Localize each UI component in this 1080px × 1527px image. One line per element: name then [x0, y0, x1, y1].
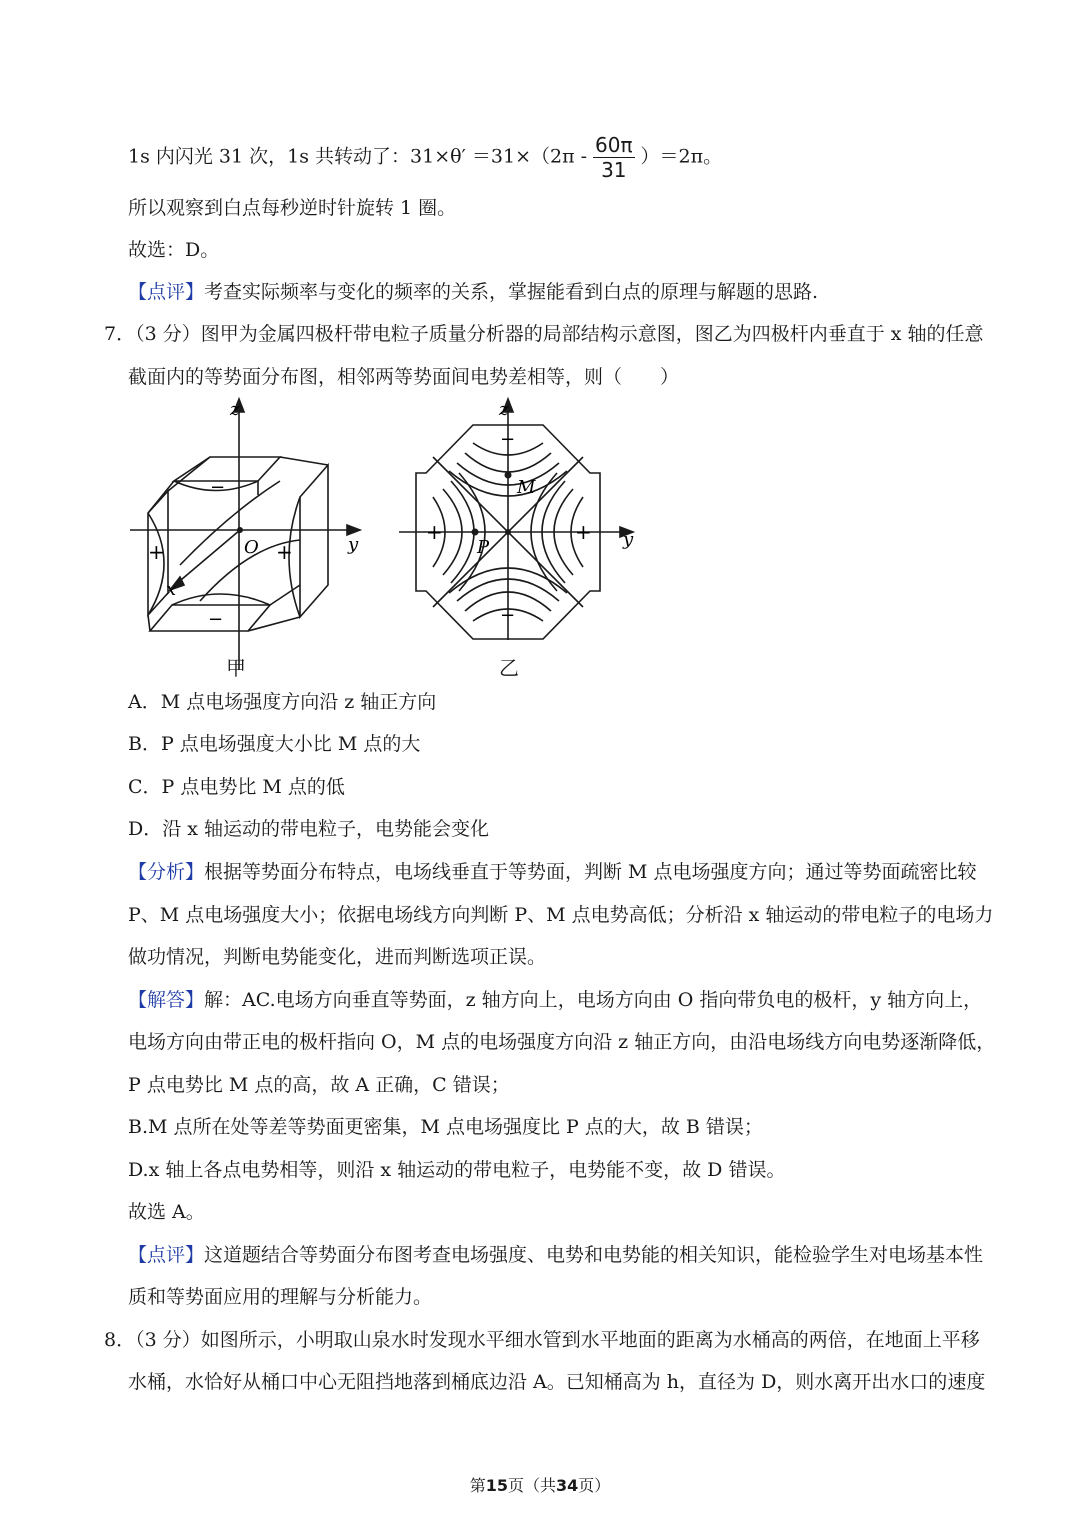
- page-footer: [0, 1473, 1080, 1496]
- point-label-m: M: [517, 477, 536, 498]
- figure-jia: [120, 395, 370, 685]
- comment-tag: 【点评】: [128, 1244, 205, 1266]
- text-segment: ）＝2π。: [640, 145, 723, 168]
- solution-line-1: [128, 988, 982, 1012]
- axis-label-x: x: [166, 579, 177, 600]
- axis-label-y: y: [623, 529, 634, 550]
- question-7-line-2: 截面内的等势面分布图，相邻两等势面间电势差相等，则（ ）: [128, 366, 680, 388]
- axis-label-z: z: [230, 399, 240, 420]
- figure-yi-caption: 乙: [499, 656, 519, 680]
- axis-label-z: z: [499, 399, 509, 420]
- question-7-line-1: 7．（3 分）图甲为金属四极杆带电粒子质量分析器的局部结构示意图，图乙为四极杆内垂直于 x 轴的任意: [104, 323, 984, 345]
- fraction: [593, 134, 635, 181]
- minus-sign: −: [210, 477, 226, 498]
- fraction-numerator: 60π: [595, 133, 633, 157]
- solution-text: 解：AC.电场方向垂直等势面，z 轴方向上，电场方向由 O 指向带负电的极杆，y 轴方向上，: [204, 989, 983, 1011]
- solution-tag: 【解答】: [128, 989, 205, 1011]
- analysis-line-1: [128, 860, 977, 884]
- solution-line-4: B.M 点所在处等差等势面更密集，M 点电场强度比 P 点的大，故 B 错误；: [128, 1116, 763, 1138]
- comment-tag: 【点评】: [128, 281, 205, 303]
- analysis-text: 根据等势面分布特点，电场线垂直于等势面，判断 M 点电场强度方向；通过等势面疏密比较: [204, 861, 977, 883]
- origin-label: O: [244, 537, 259, 558]
- comment-line-1: [128, 1243, 983, 1267]
- minus-sign: −: [500, 429, 516, 450]
- footer-text: 第: [469, 1476, 486, 1495]
- plus-sign: +: [426, 520, 443, 544]
- text-line-3: 故选：D。: [128, 239, 220, 261]
- plus-sign: +: [276, 540, 293, 564]
- question-8-line-2: 水桶，水恰好从桶口中心无阻挡地落到桶底边沿 A。已知桶高为 h，直径为 D，则水离开出水口的速度: [128, 1371, 986, 1393]
- plus-sign: +: [148, 540, 165, 564]
- analysis-line-3: 做功情况，判断电势能变化，进而判断选项正误。: [128, 946, 547, 968]
- footer-text: 页（共: [507, 1476, 556, 1495]
- text-segment: 1s 内闪光 31 次，1s 共转动了：31×θ′ ＝31×（2π -: [128, 145, 588, 168]
- option-a: A．M 点电场强度方向沿 z 轴正方向: [128, 691, 437, 713]
- solution-line-2: 电场方向由带正电的极杆指向 O，M 点的电场强度方向沿 z 轴正方向，由沿电场线方向电势逐渐降低，: [128, 1031, 996, 1053]
- footer-text: 页）: [578, 1476, 611, 1495]
- total-pages: 34: [556, 1476, 579, 1495]
- page-number: 15: [485, 1476, 508, 1495]
- option-d: D．沿 x 轴运动的带电粒子，电势能会变化: [128, 818, 490, 840]
- solution-line-5: D.x 轴上各点电势相等，则沿 x 轴运动的带电粒子，电势能不变，故 D 错误。: [128, 1159, 786, 1181]
- comment-text: 考查实际频率与变化的频率的关系，掌握能看到白点的原理与解题的思路.: [204, 281, 819, 303]
- analysis-line-2: P、M 点电场强度大小；依据电场线方向判断 P、M 点电势高低；分析沿 x 轴运动的带电粒子的电场力: [128, 904, 994, 926]
- text-line-2: 所以观察到白点每秒逆时针旋转 1 圈。: [128, 197, 457, 219]
- comment-text: 这道题结合等势面分布图考查电场强度、电势和电势能的相关知识，能检验学生对电场基本性: [204, 1244, 984, 1266]
- plus-sign: +: [575, 520, 592, 544]
- comment-line: [128, 280, 818, 304]
- minus-sign: −: [500, 605, 516, 626]
- question-8-line-1: 8．（3 分）如图所示，小明取山泉水时发现水平细水管到水平地面的距离为水桶高的两倍，在地面上平移: [104, 1329, 980, 1351]
- text-line-1: [128, 134, 722, 181]
- option-c: C．P 点电势比 M 点的低: [128, 776, 345, 798]
- point-label-p: P: [477, 537, 490, 558]
- minus-sign: −: [208, 609, 224, 630]
- solution-line-6: 故选 A。: [128, 1201, 205, 1223]
- solution-line-3: P 点电势比 M 点的高，故 A 正确，C 错误；: [128, 1074, 510, 1096]
- axis-label-y: y: [348, 534, 359, 555]
- figure-yi: [395, 395, 645, 685]
- option-b: B．P 点电场强度大小比 M 点的大: [128, 733, 421, 755]
- analysis-tag: 【分析】: [128, 861, 205, 883]
- comment-line-2: 质和等势面应用的理解与分析能力。: [128, 1286, 433, 1308]
- figure-jia-caption: 甲: [226, 656, 246, 680]
- fraction-denominator: 31: [601, 158, 627, 182]
